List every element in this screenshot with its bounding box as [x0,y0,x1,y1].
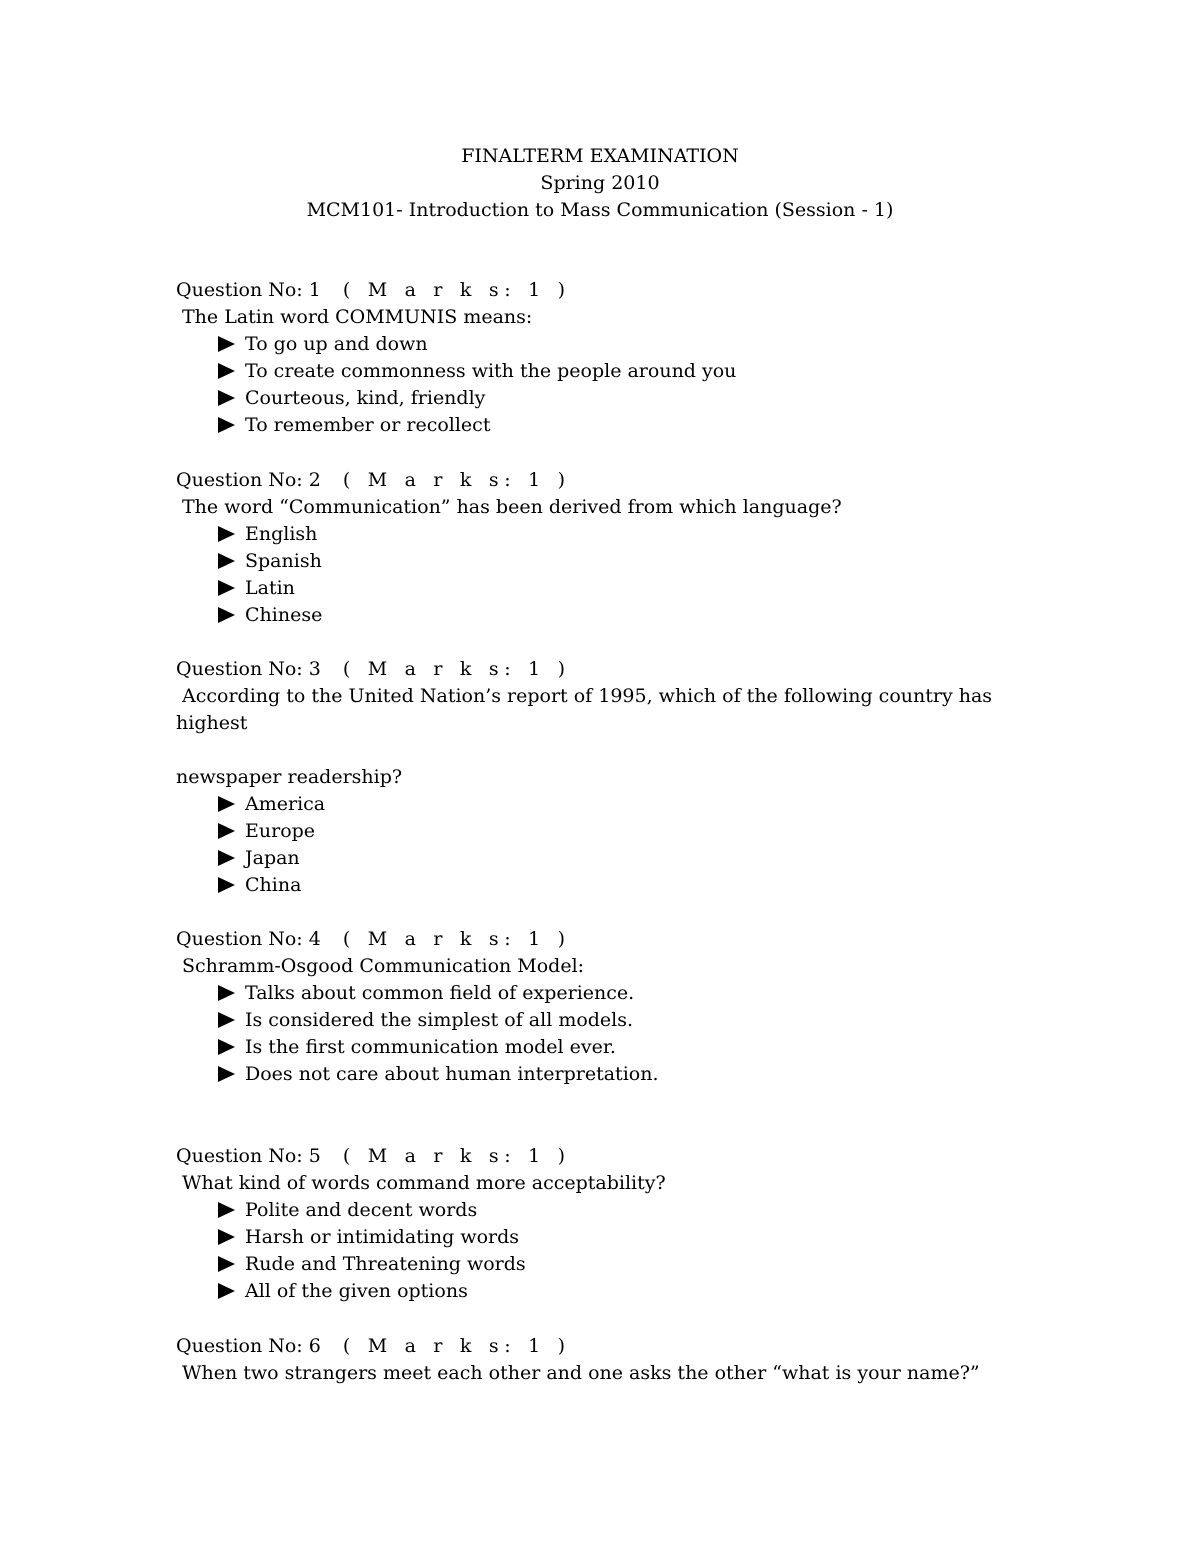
question-1 [176,277,1036,439]
question-heading [176,656,1036,683]
option [218,1197,1036,1224]
question-number: Question No: 5 [176,1145,321,1167]
arrow-bullet-icon [218,985,235,1001]
option-label: All of the given options [245,1280,468,1302]
arrow-bullet-icon [218,1283,235,1299]
option [218,791,1036,818]
option [218,1251,1036,1278]
option-label: To create commonness with the people around you [245,360,737,382]
option [218,521,1036,548]
arrow-bullet-icon [218,877,235,893]
option [218,1034,1036,1061]
arrow-bullet-icon [218,1229,235,1245]
exam-term: Spring 2010 [540,172,660,194]
option-list [176,1197,1036,1305]
option [218,818,1036,845]
option-label: Latin [245,577,295,599]
exam-title: FINALTERM EXAMINATION [461,145,739,167]
question-marks: ( M a r k s: 1 ) [342,469,571,491]
option [218,385,1036,412]
option-list [176,331,1036,439]
arrow-bullet-icon [218,1012,235,1028]
option-label: Polite and decent words [245,1199,478,1221]
option [218,980,1036,1007]
option [218,1224,1036,1251]
option [218,872,1036,899]
option-label: Harsh or intimidating words [245,1226,520,1248]
question-number: Question No: 1 [176,279,321,301]
question-2 [176,467,1036,629]
option-label: China [245,874,302,896]
question-number: Question No: 4 [176,928,321,950]
option-label: To go up and down [245,333,428,355]
arrow-bullet-icon [218,390,235,406]
arrow-bullet-icon [218,1256,235,1272]
question-heading [176,1333,1036,1360]
question-text: The word “Communication” has been derived from which language? [182,496,842,518]
option-list [176,521,1036,629]
option [218,1278,1036,1305]
option-label: America [245,793,326,815]
question-3 [176,656,1036,899]
option [218,358,1036,385]
arrow-bullet-icon [218,526,235,542]
question-5 [176,1143,1036,1305]
option [218,412,1036,439]
option [218,602,1036,629]
arrow-bullet-icon [218,1039,235,1055]
option-label: English [245,523,318,545]
arrow-bullet-icon [218,363,235,379]
option-label: Europe [245,820,316,842]
option [218,1061,1036,1088]
question-4 [176,926,1036,1088]
arrow-bullet-icon [218,1066,235,1082]
question-number: Question No: 2 [176,469,321,491]
question-marks: ( M a r k s: 1 ) [342,1335,571,1357]
option [218,1007,1036,1034]
option-label: Rude and Threatening words [245,1253,526,1275]
arrow-bullet-icon [218,796,235,812]
option-label: Chinese [245,604,323,626]
question-text: What kind of words command more acceptability? [182,1172,666,1194]
question-text-continued: newspaper readership? [176,766,403,788]
option [218,548,1036,575]
question-text: The Latin word COMMUNIS means: [182,306,533,328]
arrow-bullet-icon [218,417,235,433]
option-label: Does not care about human interpretation. [245,1063,659,1085]
question-text: Schramm-Osgood Communication Model: [182,955,585,977]
option-label: Courteous, kind, friendly [245,387,486,409]
question-marks: ( M a r k s: 1 ) [342,279,571,301]
arrow-bullet-icon [218,850,235,866]
question-heading [176,277,1036,304]
arrow-bullet-icon [218,580,235,596]
option-label: Japan [245,847,300,869]
option-label: Is the first communication model ever. [245,1036,616,1058]
question-heading [176,926,1036,953]
option [218,331,1036,358]
question-marks: ( M a r k s: 1 ) [342,1145,571,1167]
option-list [176,791,1036,899]
question-marks: ( M a r k s: 1 ) [342,658,571,680]
question-text: According to the United Nation’s report of 1995, which of the following country has highest [176,685,993,734]
arrow-bullet-icon [218,553,235,569]
question-heading [176,1143,1036,1170]
exam-header [0,143,1200,224]
option-label: Spanish [245,550,322,572]
option-label: Talks about common field of experience. [245,982,635,1004]
option-list [176,980,1036,1088]
question-number: Question No: 6 [176,1335,321,1357]
question-heading [176,467,1036,494]
option [218,845,1036,872]
arrow-bullet-icon [218,607,235,623]
arrow-bullet-icon [218,823,235,839]
arrow-bullet-icon [218,336,235,352]
question-marks: ( M a r k s: 1 ) [342,928,571,950]
arrow-bullet-icon [218,1202,235,1218]
question-6 [176,1333,1036,1387]
option-label: To remember or recollect [245,414,491,436]
exam-course: MCM101- Introduction to Mass Communication (Session - 1) [306,199,894,221]
question-number: Question No: 3 [176,658,321,680]
question-text: When two strangers meet each other and one asks the other “what is your name?” [182,1362,980,1384]
option [218,575,1036,602]
option-label: Is considered the simplest of all models. [245,1009,634,1031]
